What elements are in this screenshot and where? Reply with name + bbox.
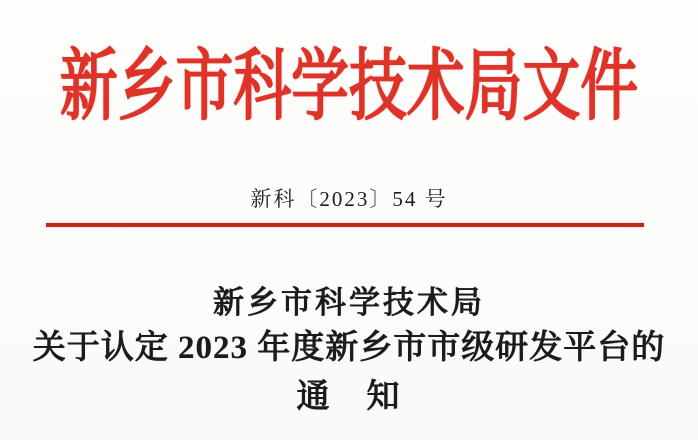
notice-title-block [0, 283, 698, 422]
document-reference-number: 新科〔2023〕54 号 [250, 187, 448, 211]
document-letterhead: 新乡市科学技术局文件 [59, 41, 639, 129]
red-separator-line [46, 223, 644, 227]
notice-title-issuer: 新乡市科学技术局 [213, 285, 485, 320]
notice-title-type: 通 知 [296, 379, 402, 415]
notice-title-subject: 关于认定 2023 年度新乡市市级研发平台的 [32, 330, 666, 366]
